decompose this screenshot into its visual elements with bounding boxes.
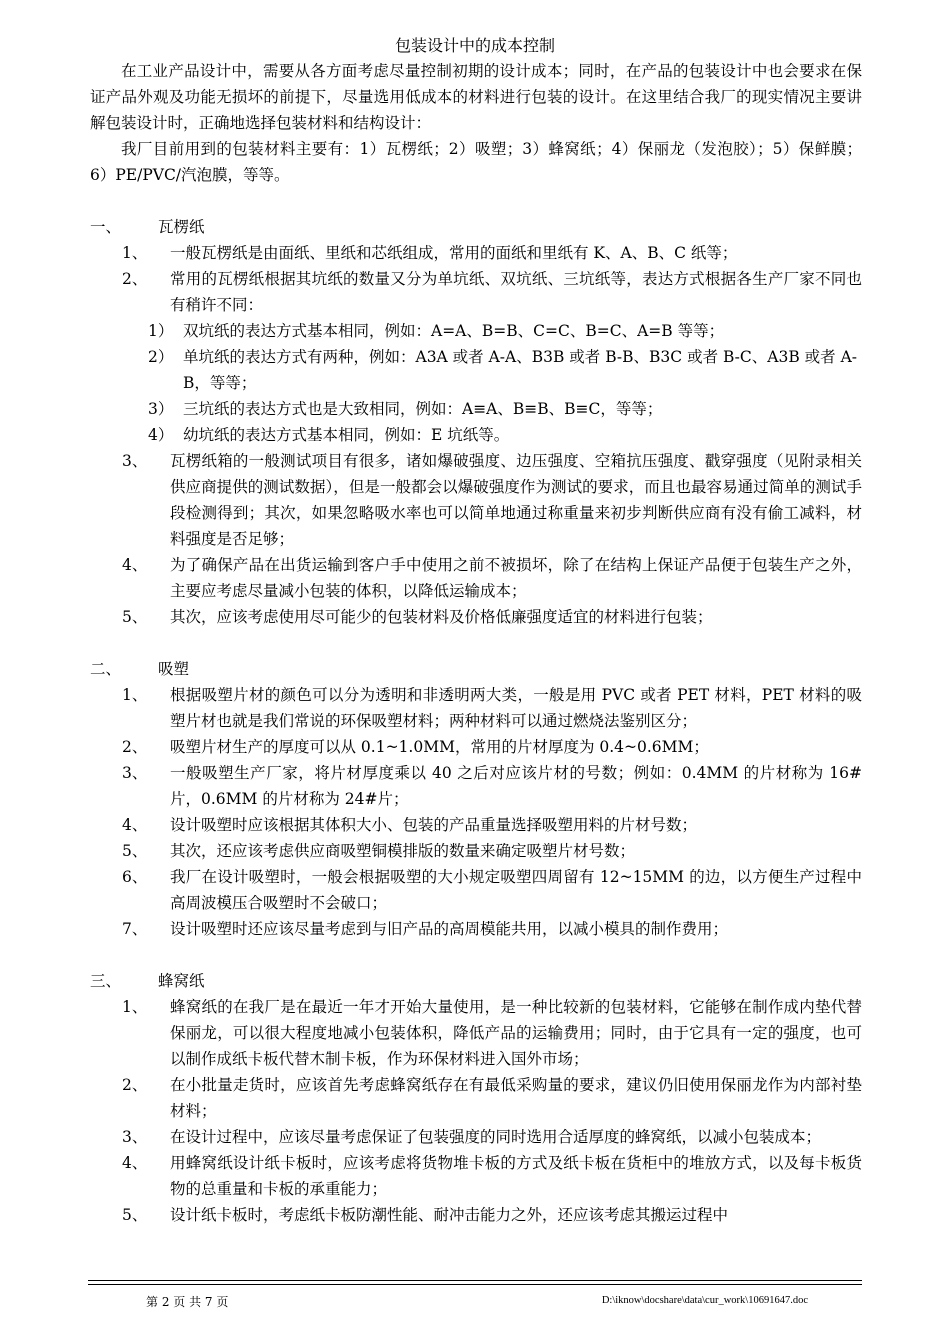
document-body xyxy=(90,58,862,1228)
section-title: 吸塑 xyxy=(158,660,190,678)
sub-item-text: 双坑纸的表达方式基本相同，例如：A=A、B=B、C=C、B=C、A=B 等等； xyxy=(183,322,725,340)
item-number: 4、 xyxy=(122,816,148,834)
item-number: 1、 xyxy=(122,686,148,704)
sub-item-number: 1） xyxy=(148,322,174,340)
section-number: 二、 xyxy=(90,660,122,678)
list-item xyxy=(90,734,862,760)
list-item xyxy=(90,1202,862,1228)
page-number: 第 2 页 共 7 页 xyxy=(146,1295,229,1309)
sub-list-item xyxy=(90,344,862,396)
list-item xyxy=(90,838,862,864)
sub-list-item xyxy=(90,396,862,422)
footer-divider xyxy=(88,1280,862,1281)
intro-paragraph: 我厂目前用到的包装材料主要有：1）瓦楞纸；2）吸塑；3）蜂窝纸；4）保丽龙（发泡胶）；5）保鲜膜；6）PE/PVC/汽泡膜，等等。 xyxy=(90,140,862,184)
list-item xyxy=(90,916,862,942)
item-number: 5、 xyxy=(122,608,148,626)
list-item xyxy=(90,552,862,604)
list-item xyxy=(90,760,862,812)
section-heading-honeycomb xyxy=(90,968,862,994)
sub-item-text: 三坑纸的表达方式也是大致相同，例如：A≡A、B≡B、B≡C，等等； xyxy=(183,400,663,418)
list-item xyxy=(90,604,862,630)
item-text: 蜂窝纸的在我厂是在最近一年才开始大量使用，是一种比较新的包装材料，它能够在制作成内垫代替保丽龙，可以很大程度地减小包装体积，降低产品的运输费用；同时，由于它具有一定的强度，也可以制作成纸卡板代替木制卡板，作为环保材料进入国外市场； xyxy=(170,998,862,1068)
list-item xyxy=(90,1072,862,1124)
item-number: 5、 xyxy=(122,1206,148,1224)
item-text: 为了确保产品在出货运输到客户手中使用之前不被损坏，除了在结构上保证产品便于包装生产之外，主要应考虑尽量减小包装的体积，以降低运输成本； xyxy=(170,556,862,600)
intro-paragraph: 在工业产品设计中，需要从各方面考虑尽量控制初期的设计成本；同时，在产品的包装设计中也会要求在保证产品外观及功能无损坏的前提下，尽量选用低成本的材料进行包装的设计。在这里结合我厂的现实情况主要讲解包装设计时，正确地选择包装材料和结构设计： xyxy=(90,62,862,132)
sub-item-number: 3） xyxy=(148,400,174,418)
list-item xyxy=(90,1150,862,1202)
item-number: 3、 xyxy=(122,452,148,470)
item-text: 一般瓦楞纸是由面纸、里纸和芯纸组成，常用的面纸和里纸有 K、A、B、C 纸等； xyxy=(170,244,738,262)
item-number: 4、 xyxy=(122,556,148,574)
item-number: 7、 xyxy=(122,920,148,938)
page-header: 包装设计中的成本控制 xyxy=(394,36,555,55)
item-text: 根据吸塑片材的颜色可以分为透明和非透明两大类，一般是用 PVC 或者 PET 材料，PET 材料的吸塑片材也就是我们常说的环保吸塑材料；两种材料可以通过燃烧法鉴别区分； xyxy=(170,686,862,730)
item-text: 用蜂窝纸设计纸卡板时，应该考虑将货物堆卡板的方式及纸卡板在货柜中的堆放方式，以及每卡板货物的总重量和卡板的承重能力； xyxy=(170,1154,862,1198)
item-number: 3、 xyxy=(122,764,148,782)
list-item xyxy=(90,864,862,916)
item-number: 3、 xyxy=(122,1128,148,1146)
item-text: 其次，应该考虑使用尽可能少的包装材料及价格低廉强度适宜的材料进行包装； xyxy=(170,608,713,626)
sub-list-item xyxy=(90,318,862,344)
list-item xyxy=(90,682,862,734)
list-item xyxy=(90,240,862,266)
item-text: 设计吸塑时应该根据其体积大小、包装的产品重量选择吸塑用料的片材号数； xyxy=(170,816,698,834)
item-text: 一般吸塑生产厂家，将片材厚度乘以 40 之后对应该片材的号数；例如：0.4MM 的片材称为 16#片，0.6MM 的片材称为 24#片； xyxy=(170,764,862,808)
item-text: 在小批量走货时，应该首先考虑蜂窝纸存在有最低采购量的要求，建议仍旧使用保丽龙作为内部衬垫材料； xyxy=(170,1076,862,1120)
section-number: 三、 xyxy=(90,972,122,990)
sub-item-number: 4） xyxy=(148,426,174,444)
item-number: 2、 xyxy=(122,1076,148,1094)
item-text: 在设计过程中，应该尽量考虑保证了包装强度的同时选用合适厚度的蜂窝纸，以减小包装成本； xyxy=(170,1128,822,1146)
item-number: 4、 xyxy=(122,1154,148,1172)
footer-divider xyxy=(88,1284,862,1285)
sub-item-text: 幼坑纸的表达方式基本相同，例如：E 坑纸等。 xyxy=(183,426,510,444)
item-number: 2、 xyxy=(122,270,148,288)
item-number: 1、 xyxy=(122,244,148,262)
list-item xyxy=(90,812,862,838)
sub-item-number: 2） xyxy=(148,348,174,366)
item-text: 其次，还应该考虑供应商吸塑铜模排版的数量来确定吸塑片材号数； xyxy=(170,842,636,860)
list-item xyxy=(90,266,862,318)
section-title: 瓦楞纸 xyxy=(158,218,205,236)
list-item xyxy=(90,448,862,552)
section-heading-blister xyxy=(90,656,862,682)
section-number: 一、 xyxy=(90,218,122,236)
item-text: 吸塑片材生产的厚度可以从 0.1~1.0MM，常用的片材厚度为 0.4~0.6MM； xyxy=(170,738,709,756)
item-text: 设计吸塑时还应该尽量考虑到与旧产品的高周模能共用，以减小模具的制作费用； xyxy=(170,920,729,938)
sub-list-item xyxy=(90,422,862,448)
item-text: 瓦楞纸箱的一般测试项目有很多，诸如爆破强度、边压强度、空箱抗压强度、戳穿强度（见附录相关供应商提供的测试数据），但是一般都会以爆破强度作为测试的要求，而且也最容易通过简单的测试手段检测得到；其次，如果忽略吸水率也可以简单地通过称重量来初步判断供应商有没有偷工减料，材料强度是否足够； xyxy=(170,452,862,548)
item-number: 2、 xyxy=(122,738,148,756)
item-text: 设计纸卡板时，考虑纸卡板防潮性能、耐冲击能力之外，还应该考虑其搬运过程中 xyxy=(170,1206,729,1224)
list-item xyxy=(90,994,862,1072)
file-path: D:\iknow\docshare\data\cur_work\10691647.doc xyxy=(601,1295,808,1306)
item-text: 我厂在设计吸塑时，一般会根据吸塑的大小规定吸塑四周留有 12~15MM 的边，以方便生产过程中高周波模压合吸塑时不会破口； xyxy=(170,868,862,912)
item-number: 1、 xyxy=(122,998,148,1016)
item-number: 5、 xyxy=(122,842,148,860)
sub-item-text: 单坑纸的表达方式有两种，例如：A3A 或者 A-A、B3B 或者 B-B、B3C 或者 B-C、A3B 或者 A-B，等等； xyxy=(183,348,858,392)
list-item xyxy=(90,1124,862,1150)
section-heading-corrugated xyxy=(90,214,862,240)
item-number: 6、 xyxy=(122,868,148,886)
section-title: 蜂窝纸 xyxy=(158,972,205,990)
item-text: 常用的瓦楞纸根据其坑纸的数量又分为单坑纸、双坑纸、三坑纸等，表达方式根据各生产厂家不同也有稍许不同： xyxy=(170,270,862,314)
